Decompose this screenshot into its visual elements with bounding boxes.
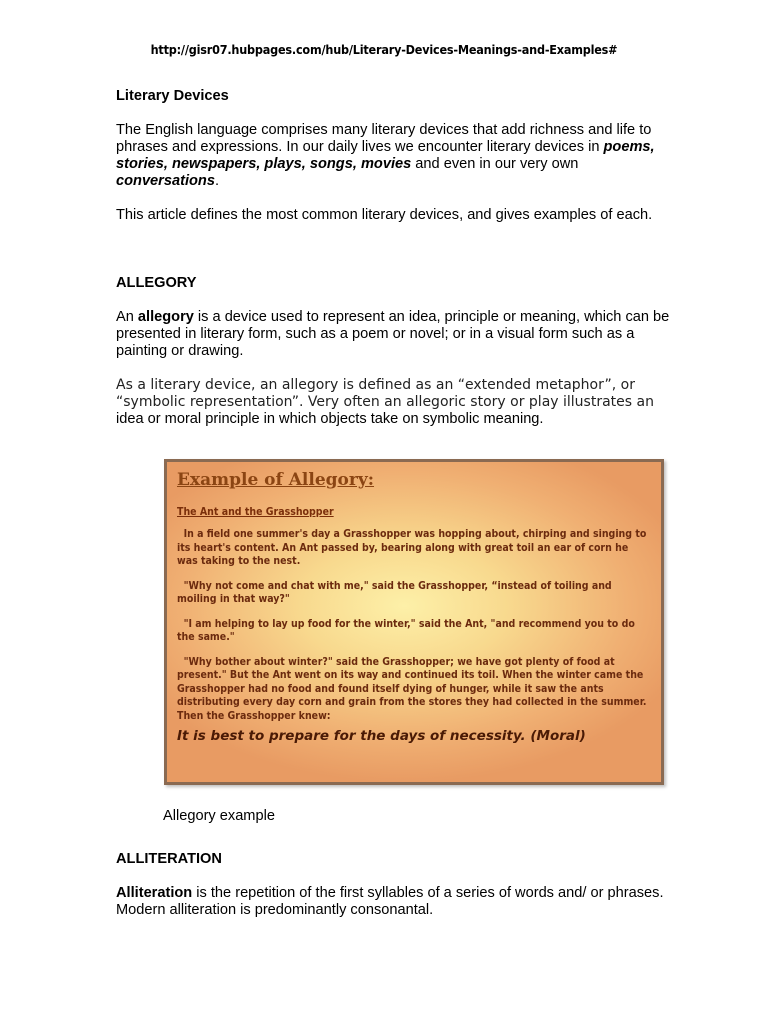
- source-url: http://gisr07.hubpages.com/hub/Literary-Devices-Meanings-and-Examples#: [150, 42, 618, 57]
- intro-emphasis-media: poems, stories, newspapers, plays, songs, movies: [116, 139, 655, 172]
- example-caption: Allegory example: [163, 808, 275, 824]
- intro-emphasis-conversations: conversations: [116, 173, 215, 189]
- example-paragraph-2: "Why not come and chat with me," said the Grasshopper, “instead of toiling and moiling in that way?": [177, 579, 612, 605]
- example-paragraph-1: In a field one summer's day a Grasshopper was hopping about, chirping and singing to its heart's content. An Ant passed by, bearing along with great toil an ear of corn he was taking to the nest.: [177, 528, 647, 567]
- allegory-term: allegory: [137, 309, 194, 325]
- allegory-definition: [116, 309, 676, 360]
- intro-text-mid: and even in our very own: [411, 156, 579, 172]
- allegory-example-image: [164, 459, 664, 785]
- document-body: [116, 88, 676, 445]
- intro-text-start: The English language comprises many literary devices that add richness and life to phrases and expressions. In our daily lives we encounter literary devices in: [116, 122, 652, 155]
- allegory-def-end: is a device used to represent an idea, principle or meaning, which can be presented in literary form, such as a poem or novel; or in a visual form such as a painting or drawing.: [116, 309, 670, 359]
- alliteration-section: [116, 851, 676, 936]
- example-moral: It is best to prepare for the days of necessity. (Moral): [177, 728, 586, 744]
- allegory-explanation: [116, 377, 676, 428]
- allegory-heading: ALLEGORY: [116, 275, 197, 291]
- intro-summary: This article defines the most common literary devices, and gives examples of each.: [116, 207, 653, 223]
- alliteration-def-end: is the repetition of the first syllables of a series of words and/ or phrases. Modern alliteration is predominantly consonantal.: [116, 885, 664, 918]
- example-story-title: The Ant and the Grasshopper: [177, 506, 334, 518]
- alliteration-definition: [116, 885, 676, 919]
- alliteration-heading: ALLITERATION: [116, 851, 222, 867]
- example-paragraph-3: "I am helping to lay up food for the winter," said the Ant, "and recommend you to do the same.": [177, 617, 635, 643]
- intro-paragraph: [116, 122, 676, 190]
- intro-text-end: .: [214, 173, 220, 189]
- alliteration-term: Alliteration: [116, 885, 193, 901]
- allegory-def-start: An: [116, 309, 138, 325]
- example-title: Example of Allegory:: [177, 470, 375, 490]
- example-paragraph-4: "Why bother about winter?" said the Grasshopper; we have got plenty of food at present." But the Ant went on its way and continued its toil. When the winter came the Grasshopper had no food and found itself dying of hunger, while it saw the ants distributing every day corn and grain from the stores they had collected in the summer. Then the Grasshopper knew:: [177, 655, 647, 722]
- allegory-quote: As a literary device, an allegory is defined as an “extended metaphor”, or “symbolic representation”. Very often an allegoric story or play illustrates an: [116, 377, 654, 410]
- allegory-explanation-end: idea or moral principle in which objects take on symbolic meaning.: [116, 411, 544, 427]
- page-title: Literary Devices: [116, 88, 229, 104]
